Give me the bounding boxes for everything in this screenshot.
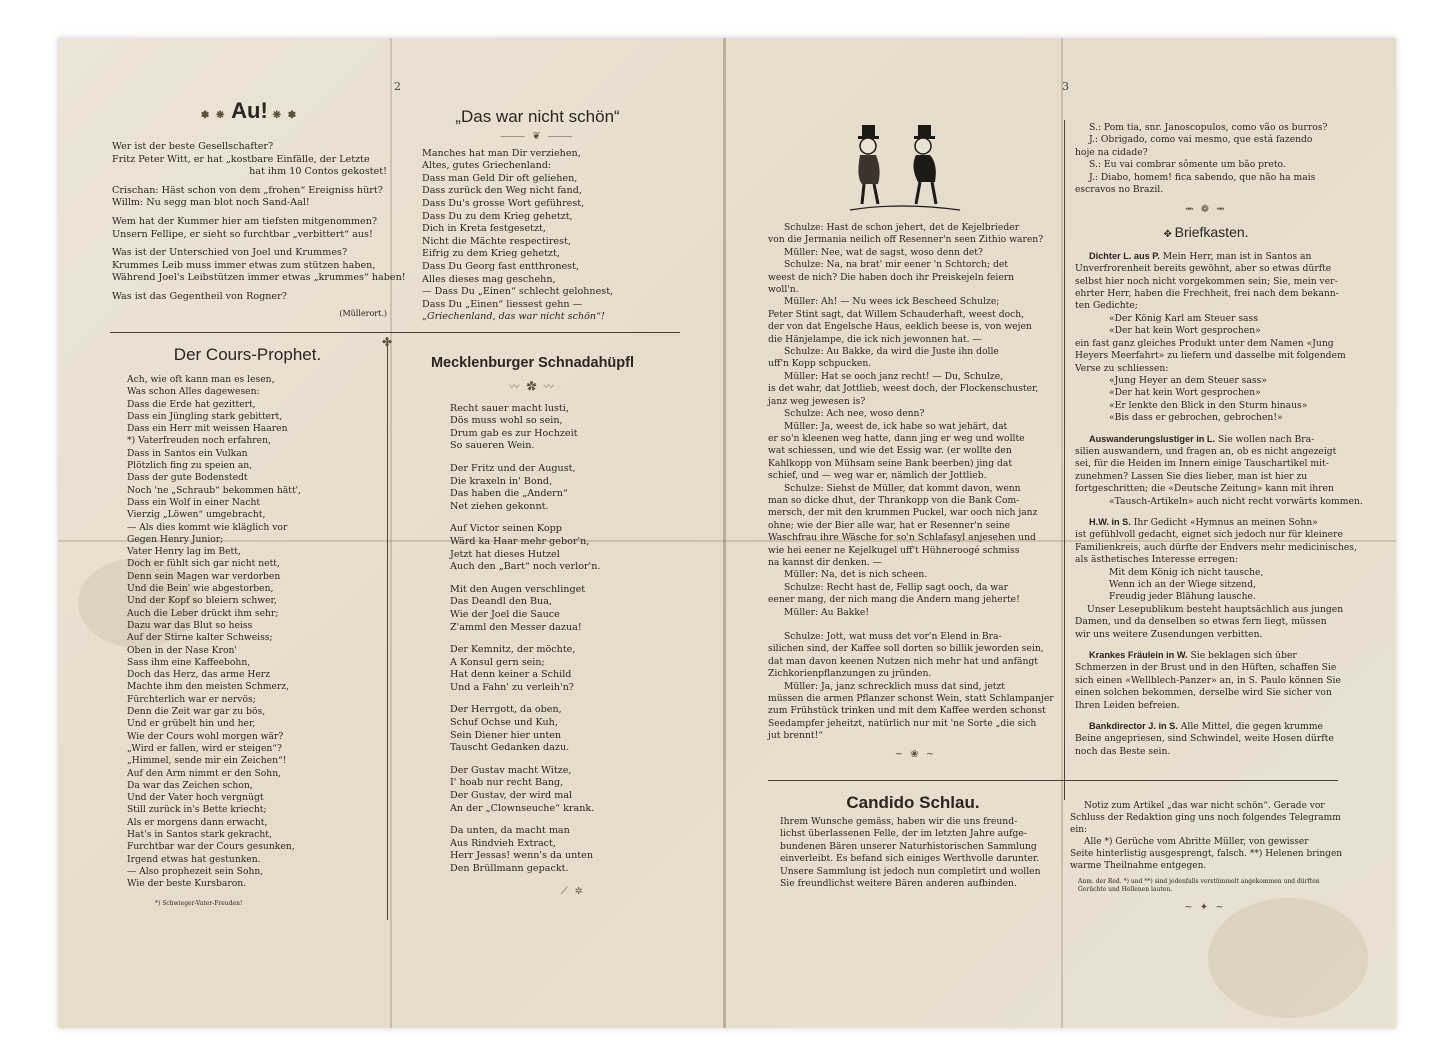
text-line: escravos no Brazil.	[1075, 184, 1164, 196]
text-line: Wärd ka Haar mehr gebor'n,	[450, 535, 590, 547]
text-line: Schulze: Na, na brat' mir eener 'n Schtorch; det	[784, 259, 1008, 271]
text-line: Was schon Alles dagewesen:	[127, 386, 260, 398]
text-line: Oben in der Nase Kron'	[127, 644, 237, 656]
page-number: 2	[394, 80, 401, 93]
text-line: A Konsul gern sein;	[450, 656, 545, 668]
text-line: sei, für die Heiden im Innern einige Tauschartikel mit-	[1075, 458, 1329, 470]
text-line: J.: Obrigado, como vai mesmo, que está fazendo	[1089, 134, 1313, 146]
entry-first-line	[1075, 250, 1337, 263]
column-divider	[387, 340, 388, 920]
schoen-section	[410, 105, 665, 324]
text-line: Was ist der Unterschied von Joel und Krummes?	[112, 247, 348, 259]
text-line: Alles dieses mag geschehn,	[422, 273, 556, 285]
briefkasten-entry	[1075, 649, 1341, 712]
briefkasten-entry	[1075, 720, 1337, 758]
briefkasten-entry	[1075, 433, 1363, 508]
portuguese-text	[1075, 122, 1337, 196]
ornament-icon: ❋ ✽	[267, 110, 299, 121]
text-line: Verse zu schliessen:	[1075, 362, 1169, 374]
text-line: ein:	[1070, 825, 1088, 835]
text-line: Seite hinterlistig ausgesprengt, falsch. **) Helenen bringen	[1070, 849, 1343, 859]
page-number: 3	[1062, 80, 1069, 93]
text-line: Vater Henry lag im Bett,	[127, 546, 241, 558]
text-line: Denn sein Magen war verdorben	[127, 570, 281, 582]
text-line: Peter Stint sagt, dat Willem Schauderhaft, weest doch,	[768, 308, 1025, 320]
text-line: einen solchen bekommen, derselbe wird Sie sicher von	[1075, 687, 1332, 699]
text-line: Aus Rindvieh Extract,	[450, 837, 556, 849]
text-line: sich einen «Wellblech-Panzer» an, in S. Paulo können Sie	[1075, 674, 1341, 686]
text-line: Wenn ich an der Wiege sitzend,	[1109, 579, 1256, 590]
text-line: Dass Du Georg fast entthronest,	[422, 260, 580, 272]
text-line: Denn die Zeit war gar zu bös,	[127, 706, 266, 718]
text-line: zum Frühstück trinken und mit dem Kaffee werden schonst	[768, 705, 1046, 717]
stanza	[450, 584, 665, 634]
text-line: silien auswandern, und fragen an, ob es nicht angezeigt	[1075, 445, 1337, 457]
text-line: «Tausch-Artikeln» auch nicht recht vorwärts kommen.	[1109, 495, 1363, 507]
text-line: weest de nich? Die haben doch ihr Preiskejeln feiern	[768, 271, 1015, 283]
text-line: Während Joel's Leibstützen immer etwas „krummes“ haben!	[112, 272, 406, 284]
text-line: Müller: Na, det is nich scheen.	[784, 569, 928, 581]
text-line: Machte ihm den meisten Schmerz,	[127, 681, 290, 693]
ornament-icon: ✤	[381, 335, 395, 349]
text-line: Alle *) Gerüche vom Abritte Müller, von gewisser	[1084, 837, 1309, 847]
prophet-footnote: *) Schwieger-Vater-Freuden!	[155, 900, 243, 908]
ornament-icon: ⟋ ✲	[560, 885, 585, 897]
text-line: Wer ist der beste Gesellschafter?	[112, 141, 274, 152]
text-line: «Jung Heyer an dem Steuer sass»	[1109, 374, 1267, 386]
text-line: ten Gedichte;	[1075, 300, 1138, 312]
text-line: Jetzt hat dieses Hutzel	[450, 548, 560, 560]
prophet-section	[115, 342, 380, 908]
text-line: Schulze: Siehst de Müller, dat kommt davon, wenn	[784, 482, 1021, 494]
au-signature: (Müllerort.)	[339, 308, 387, 318]
briefkasten-entry	[1075, 250, 1346, 425]
text-line: Unsere Sammlung ist jedoch nun completirt und wollen	[780, 865, 1041, 877]
text-line: schief, und — weg war er, nämlich der Jottlieb.	[768, 470, 987, 482]
text-line: J.: Diabo, homem! fica sabendo, que não ha mais	[1089, 171, 1316, 183]
text-line: Freudig jeder Blähung lausche.	[1109, 591, 1256, 603]
text-line: I' hoab nur recht Bang,	[450, 777, 564, 789]
text-line: Kahlkopp von Mühsam seine Bank beerben) jing dat	[768, 457, 1013, 469]
text-line: warme Theilnahme entgegen.	[1070, 861, 1207, 871]
stanza	[450, 523, 665, 573]
text-line: Müller: Nee, wat de sagst, woso denn det?	[784, 246, 983, 258]
text-line: wir uns weitere Zusendungen verbitten.	[1075, 628, 1263, 640]
text-line: hoje na cidade?	[1075, 146, 1148, 158]
mecklenburg-text	[400, 403, 665, 876]
text-line: Sie beklagen sich über	[1187, 650, 1297, 662]
text-line: Ihrem Wunsche gemäss, haben wir die uns freund-	[780, 816, 1018, 827]
text-line: Manches hat man Dir verziehen,	[422, 147, 581, 159]
text-line: Still zurück in's Bette kriecht;	[127, 804, 267, 816]
text-line: Furchtbar war der Cours gesunken,	[127, 841, 295, 853]
text-line: Ach, wie oft kann man es lesen,	[127, 374, 275, 385]
text-line: Alle Mittel, die gegen krumme	[1177, 721, 1323, 733]
text-line: Dass ein Jüngling stark gebittert,	[127, 410, 283, 422]
text-line: *) Vaterfreuden noch erfahren,	[127, 435, 271, 447]
text-line: Dös muss wohl so sein,	[450, 415, 563, 427]
text-line: Das Deandl den Bua,	[450, 596, 552, 608]
text-line: Der Gustav, der wird mal	[450, 790, 573, 802]
briefkasten-entry	[1075, 516, 1357, 641]
text-line: eener mang, der nich mang die Andern mang jeherte!	[768, 594, 1020, 606]
text-line: Und a Fahn' zu verleih'n?	[450, 681, 574, 693]
text-line: — Also prophezeit sein Sohn,	[127, 865, 264, 877]
text-line: Schluss der Redaktion ging uns noch folgendes Telegramm	[1070, 813, 1341, 823]
text-line: S.: Eu vai combrar sômente um bão preto.	[1089, 159, 1286, 171]
text-line: na kannst dir denken. —	[768, 556, 882, 568]
text-line: Ihr Gedicht «Hymnus an meinen Sohn»	[1130, 516, 1318, 528]
au-text	[112, 141, 406, 304]
briefkasten-column	[1075, 122, 1363, 758]
text-line: ohne; wie der Bier alle war, hat er Resenner'n seine	[768, 519, 1011, 531]
text-line: Schulze: Recht hast de, Fellip sagt ooch, da war	[784, 581, 1009, 593]
text-line: Doch er fühlt sich gar nicht nett,	[127, 558, 280, 570]
entry-first-line	[1075, 649, 1337, 662]
stanza	[450, 765, 665, 815]
entry-first-line	[1075, 720, 1337, 733]
entry-first-line	[1075, 433, 1337, 446]
text-line: Dass Du zu dem Krieg gehetzt,	[422, 210, 573, 222]
text-line: Damen, und da denselben so etwas fern liegt, müssen	[1075, 616, 1327, 628]
text-line: Unsern Fellipe, er sieht so furchtbar „verbittert“ aus!	[112, 228, 373, 240]
text-line: Altes, gutes Griechenland:	[422, 160, 552, 172]
text-line: Vierzig „Löwen“ umgebracht,	[127, 509, 266, 521]
text-line: Wem hat der Kummer hier am tiefsten mitgenommen?	[112, 215, 378, 227]
text-line: Schuf Ochse und Kuh,	[450, 717, 558, 729]
text-line: Dazu war das Blut so heiss	[127, 619, 253, 631]
text-line: ist gefühlvoll gedacht, eignet sich jedoch nur für kleinere	[1075, 529, 1343, 541]
text-line: Dass in Santos ein Vulkan	[127, 447, 248, 459]
text-line: „Griechenland, das war nicht schön“!	[422, 311, 605, 323]
divider	[768, 780, 1338, 781]
schoen-title: „Das war nicht schön“	[455, 107, 620, 126]
text-line: Zichkorienpflanzungen zu jründen.	[768, 668, 932, 680]
entry-head: Krankes Fräulein in W.	[1089, 650, 1188, 661]
text-line: — Dass Du „Einen“ schlecht gelohnest,	[422, 286, 614, 298]
text-line: Dass man Geld Dir oft geliehen,	[422, 172, 578, 184]
text-line: Waschfrau ihre Wäsche for so'n Schlafasyl anjesehen und	[768, 532, 1036, 544]
text-line: Irgend etwas hat gestunken.	[127, 853, 261, 865]
text-line: Den Brüllmann gepackt.	[450, 863, 569, 874]
text-line: Da unten, da macht man	[450, 825, 570, 837]
text-line: Mein Herr, man ist in Santos an	[1159, 250, 1312, 262]
prophet-text	[115, 374, 380, 890]
text-line: Müller: Ja, janz schrecklich muss dat sind, jetzt	[784, 680, 1005, 692]
text-line: Wie der beste Kursbaron.	[127, 878, 247, 890]
text-line: Tauscht Gedanken dazu.	[450, 742, 570, 754]
ornament-icon: ~ ❀ ~	[894, 748, 937, 760]
text-line: Der Fritz und der August,	[450, 462, 576, 474]
text-line: Sie wollen nach Bra-	[1215, 433, 1315, 445]
text-line: Dich in Kreta festgesetzt,	[422, 223, 546, 235]
text-line: Schulze: Hast de schon jehert, det de Kejelbrieder	[784, 222, 1020, 233]
text-line: Schulze: Ach nee, woso denn?	[784, 408, 925, 420]
text-line: Und der Vater hoch vergnügt	[127, 792, 264, 804]
text-line: Und die Bein' wie abgestorben,	[127, 583, 274, 595]
text-line: von die Jermania neilich off Resenner'n seen Zithio waren?	[768, 234, 1044, 246]
text-line: Müller: Hat se ooch janz recht! — Du, Schulze,	[784, 370, 1004, 382]
text-line: Mit den Augen verschlinget	[450, 583, 586, 595]
text-line: Doch das Herz, das arme Herz	[127, 669, 271, 681]
text-line: „Himmel, sende mir ein Zeichen“!	[127, 755, 287, 767]
text-line: als ästhetisches Interesse erregen:	[1075, 554, 1239, 566]
text-line: Eifrig zu dem Krieg gehetzt,	[422, 248, 560, 260]
text-line: «Er lenkte den Blick in den Sturm hinaus»	[1109, 399, 1308, 411]
text-line: An der „Clownseuche“ krank.	[450, 802, 595, 814]
text-line: Notiz zum Artikel „das war nicht schön“. Gerade vor	[1084, 801, 1325, 811]
text-line: Und er grübelt hin und her,	[127, 718, 256, 730]
text-line: Sass ihm eine Kaffeebohn,	[127, 656, 251, 668]
text-line: Ihren Leiden befreien.	[1075, 699, 1180, 711]
text-line: einverleibt. Es befand sich einiges Werthvolle darunter.	[780, 853, 1040, 865]
text-line: Müller: Ah! — Nu wees ick Bescheed Schulze;	[784, 296, 1000, 308]
entry-first-line	[1075, 516, 1337, 529]
ornament-icon: 〰 ✿ 〰	[509, 382, 556, 393]
text-line: Herr Jessas! wenn's da unten	[450, 850, 594, 862]
text-line: bundenen Bären unserer Naturhistorischen Sammlung	[780, 840, 1037, 852]
text-line: Fürchterlich war er nervös;	[127, 693, 256, 705]
text-line: man so dicke dhut, der Thrankopp von die Bank Com-	[768, 494, 1020, 506]
text-line: uff'n Kopp schpucken.	[768, 358, 872, 370]
text-line: Sie freundlichst weitere Bären anderen aufbinden.	[780, 878, 1017, 890]
text-line: Familienkreis, auch dürfte der Endvers mehr medicinisches,	[1075, 541, 1357, 553]
text-line: Als er morgens dann erwacht,	[127, 816, 268, 828]
text-line: Mit dem König ich nicht tausche,	[1109, 566, 1264, 578]
two-men-illustration	[840, 122, 980, 217]
two-men-icon	[840, 122, 980, 217]
briefkasten-title: ✥ Briefkasten.	[1163, 223, 1249, 240]
text-line: Dass zurück den Weg nicht fand,	[422, 185, 582, 197]
text-line: zunehmen? Lassen Sie dies lieber, man ist hier zu	[1075, 470, 1308, 482]
candido-text	[768, 816, 1058, 890]
mecklenburg-section	[400, 350, 665, 898]
text-line: Auch den „Bart“ noch verlor'n.	[450, 561, 601, 573]
entry-head: Bankdirector J. in S.	[1089, 721, 1178, 732]
text-line: Recht sauer macht lusti,	[450, 402, 569, 414]
text-line: der von dat Engelsche Haus, eeklich beese is, von wejen	[768, 321, 1032, 333]
text-line: Fritz Peter Witt, er hat „kostbare Einfälle, der Letzte	[112, 153, 370, 165]
text-line: — Als dies kommt wie kläglich vor	[127, 521, 288, 533]
stanza	[450, 463, 665, 513]
text-line: „Wird er fallen, wird er steigen“?	[127, 742, 282, 754]
text-line: müssen die armen Pflanzer schonst Wein, statt Schlampanjer	[768, 693, 1054, 705]
notiz-note: Anm. der Red. *) und **) sind jedenfalls verstümmelt angekommen und dürften Gerüchte und Hellenen lauten.	[1078, 878, 1320, 893]
center-fold	[723, 38, 726, 1028]
ornament-icon: ✽ ❋	[200, 110, 232, 121]
text-line: Drum gab es zur Hochzeit	[450, 427, 578, 439]
text-line: woll'n.	[768, 284, 799, 296]
ornament-icon: ~ ✦ ~	[1184, 902, 1226, 913]
text-line: Heyers Meerfahrt» zu liefern und dasselbe mit folgendem	[1075, 350, 1346, 362]
text-line: Dass Du's grosse Wort geführest,	[422, 197, 585, 209]
entry-head: Auswanderungslustiger in L.	[1089, 433, 1216, 444]
stanza	[450, 704, 665, 754]
paper-stain	[1208, 898, 1368, 1018]
text-line: lichst überlassenen Felle, der im letzten Jahre aufge-	[780, 828, 1027, 840]
text-line: «Der hat kein Wort gesprochen»	[1109, 387, 1261, 399]
text-line: Sein Diener hier unten	[450, 729, 562, 741]
text-line: So saueren Wein.	[450, 440, 535, 452]
dialog-section	[768, 222, 1063, 761]
text-line: Dass ein Wolf in einer Nacht	[127, 496, 261, 508]
text-line: wat schiessen, und wie det Essig war. (er wollte den	[768, 445, 1012, 457]
entry-head: H.W. in S.	[1089, 516, 1131, 527]
text-line: Crischan: Häst schon von dem „frohen“ Ereigniss hürt?	[112, 184, 383, 196]
text-line: Der Herrgott, da oben,	[450, 704, 562, 716]
text-line: Net ziehen gekonnt.	[450, 500, 549, 512]
text-line: noch das Beste sein.	[1075, 745, 1171, 757]
text-line: Gegen Henry Junior;	[127, 533, 224, 545]
ornament-icon: ✥	[1163, 228, 1175, 240]
text-line: Seedampfer jeheitzt, natürlich nur mit 'ne Sorte „die sich	[768, 717, 1037, 729]
text-line: wie hei eener ne Kejelkugel uff't Hühneroogé schmiss	[768, 544, 1020, 556]
text-line: silichen sind, der Kaffee soll dorten so billik jeworden sein,	[768, 643, 1044, 655]
text-line: Und der Kopf so bleiern schwer,	[127, 595, 277, 607]
text-line: die Hänjelampe, die ick nich jewonnen hat. —	[768, 333, 982, 345]
text-line: Wie der Cours wohl morgen wär?	[127, 730, 284, 742]
stanza	[450, 403, 665, 453]
text-line: Der Gustav macht Witze,	[450, 764, 572, 776]
stanza	[450, 644, 665, 694]
entry-head: Dichter L. aus P.	[1089, 250, 1160, 261]
text-line: Dass Du „Einen“ liessest gehn —	[422, 298, 583, 310]
text-line: hat ihm 10 Contos gekostet!	[249, 166, 387, 178]
text-line: Auf Victor seinen Kopp	[450, 523, 562, 535]
text-line: S.: Pom tia, snr. Janoscopulos, como vão os burros?	[1089, 122, 1328, 133]
text-line: er so'n kleenen weg hatte, dann jing er weg und wollte	[768, 432, 1025, 444]
schoen-text	[410, 148, 665, 324]
text-line: Schmerzen in der Brust und in den Hüften, schaffen Sie	[1075, 662, 1337, 674]
ornament-icon: ⸻ ❦ ⸻	[500, 131, 575, 142]
column-divider	[1064, 120, 1065, 800]
divider	[110, 332, 680, 333]
text-line: Auf der Stirne kalter Schweiss;	[127, 632, 273, 644]
text-line: mersch, der mit den krummen Puckel, war ooch nich janz	[768, 507, 1038, 519]
text-line: jut brennt!“	[768, 730, 824, 742]
text-line: «Der König Karl am Steuer sass	[1109, 312, 1258, 324]
text-line: Müller: Au Bakke!	[784, 606, 870, 618]
text-line: Was ist das Gegentheil von Rogner?	[112, 290, 287, 302]
text-line: Da war das Zeichen schon,	[127, 779, 253, 791]
text-line: ein fast ganz gleiches Produkt unter dem Namen «Jung	[1075, 337, 1334, 349]
prophet-title: Der Cours-Prophet.	[173, 345, 322, 364]
text-line: janz weg jewesen is?	[768, 395, 866, 407]
text-line: Schulze: Jott, wat muss det vor'n Elend in Bra-	[784, 631, 1002, 642]
ornament-icon: ⥈ ❁ ⥈	[1185, 204, 1227, 216]
candido-section	[768, 790, 1058, 890]
briefkasten-entries	[1075, 250, 1363, 758]
text-line: is det wahr, dat Jottlieb, weest doch, der Flockenschuster,	[768, 383, 1039, 395]
au-title: ✽ ❋ Au! ❋ ✽	[200, 98, 299, 123]
text-line: Plötzlich fing zu speien an,	[127, 460, 253, 472]
notiz-text	[1070, 800, 1343, 872]
text-line: ehrter Herr, haben die Frechheit, frei nach dem bekann-	[1075, 288, 1339, 300]
dialog-text	[768, 222, 1063, 743]
text-line: Beine angepriesen, sind Schwindel, weite Hosen dürfte	[1075, 733, 1334, 745]
mecklenburg-title: Mecklenburger Schnadahüpfl	[430, 355, 635, 371]
text-line: Das haben die „Andern“	[450, 488, 568, 500]
text-line: Dass der gute Bodenstedt	[127, 472, 248, 484]
text-line: Noch 'ne „Schraub“ bekommen hätt',	[127, 484, 302, 496]
text-line: Dass ein Herr mit weissen Haaren	[127, 423, 288, 435]
text-line: Willm: Nu segg man blot noch Sand-Aal!	[112, 197, 310, 209]
text-line: Auch die Leber drückt ihm sehr;	[127, 607, 279, 619]
text-line: Hat's in Santos stark gekracht,	[127, 828, 272, 840]
text-line: Müller: Ja, weest de, ick habe so wat jehärt, dat	[784, 420, 1008, 432]
text-line: Unverfrorenheit bereits gewöhnt, aber so etwas dürfte	[1075, 263, 1332, 275]
text-line: fortgeschritten; die «Deutsche Zeitung» kann mit ihren	[1075, 483, 1334, 495]
notiz-section	[1070, 800, 1343, 914]
fold-line	[390, 38, 392, 1028]
candido-title: Candido Schlau.	[846, 793, 980, 812]
text-line: «Der hat kein Wort gesprochen»	[1109, 325, 1261, 337]
text-line: Z'amml den Messer dazua!	[450, 621, 582, 633]
text-line: Unser Lesepublikum besteht hauptsächlich aus jungen	[1087, 603, 1344, 615]
text-line: Wie der Joel die Sauce	[450, 608, 560, 620]
text-line: Der Kemnitz, der möchte,	[450, 644, 576, 656]
text-line: Die kraxeln in' Bond,	[450, 475, 553, 487]
text-line: selbst hier noch nicht vorgekommen sein; Sie, mein ver-	[1075, 275, 1338, 287]
text-line: Krummes Leib muss immer etwas zum stützen haben,	[112, 259, 376, 271]
text-line: Dass die Erde hat gezittert,	[127, 398, 256, 410]
text-line: Auf den Arm nimmt er den Sohn,	[127, 767, 282, 779]
text-line: Hat denn keiner a Schild	[450, 669, 572, 681]
au-section	[112, 96, 406, 320]
text-line: dat man davon keenen Nutzen nich mehr hat und anfängt	[768, 655, 1038, 667]
stanza	[450, 825, 665, 875]
text-line: «Bis dass er gebrochen, gebrochen!»	[1109, 412, 1283, 424]
text-line: Schulze: Au Bakke, da wird die Juste ihn dolle	[784, 346, 999, 358]
text-line: Nicht die Mächte respectirest,	[422, 235, 571, 247]
